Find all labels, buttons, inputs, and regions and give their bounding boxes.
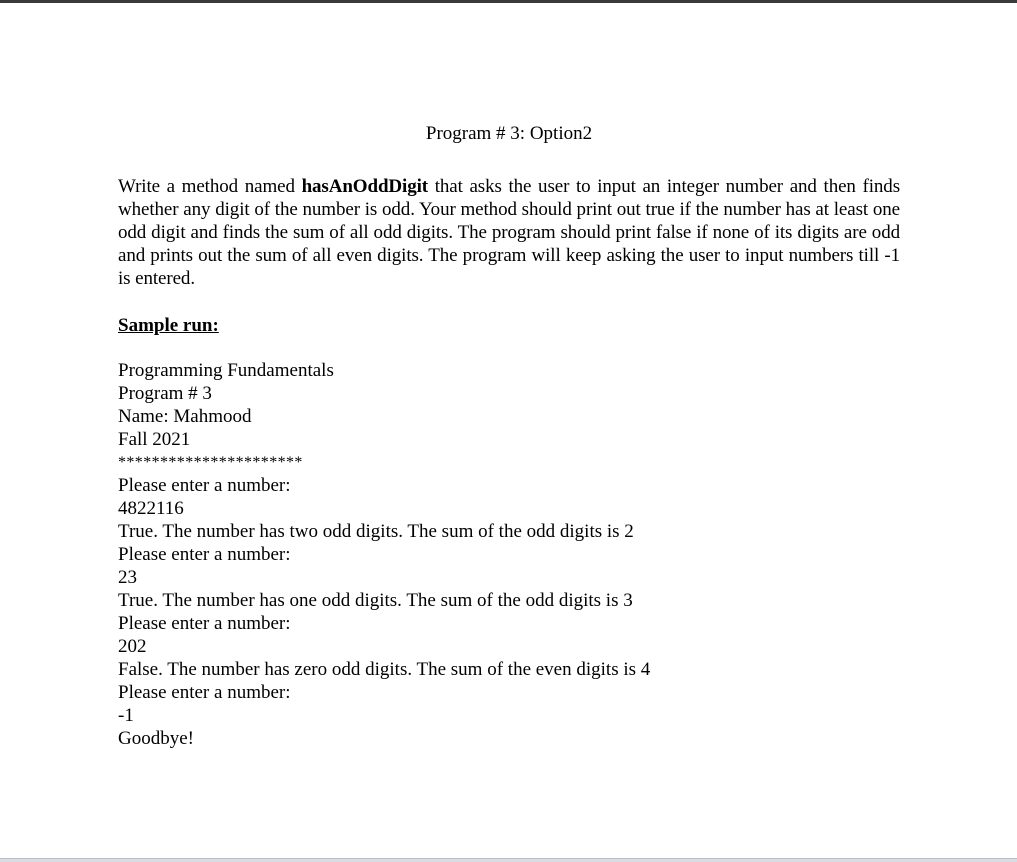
- output-line: Fall 2021: [118, 429, 191, 450]
- description-prefix: Write a method named: [118, 176, 302, 197]
- output-line: Name: Mahmood: [118, 406, 252, 427]
- output-line: Please enter a number:: [118, 682, 291, 703]
- output-separator: **********************: [118, 454, 303, 471]
- output-line: False. The number has zero odd digits. The sum of the even digits is 4: [118, 659, 651, 680]
- output-line: Please enter a number:: [118, 613, 291, 634]
- output-line: True. The number has two odd digits. The sum of the odd digits is 2: [118, 521, 634, 542]
- output-line: 23: [118, 567, 137, 588]
- output-line: Please enter a number:: [118, 544, 291, 565]
- output-line: True. The number has one odd digits. The sum of the odd digits is 3: [118, 590, 633, 611]
- output-line: Program # 3: [118, 383, 212, 404]
- output-line: Please enter a number:: [118, 475, 291, 496]
- sample-run-heading: Sample run:: [118, 315, 219, 336]
- output-line: Goodbye!: [118, 728, 194, 749]
- output-line: Programming Fundamentals: [118, 360, 334, 381]
- method-name: hasAnOddDigit: [301, 176, 429, 197]
- page-bottom-edge: [0, 858, 1017, 862]
- output-line: 4822116: [118, 498, 184, 519]
- description-suffix: that asks the user to input an integer number and then finds whether any digit of the number is odd. Your method should print out true if the number has at least one odd digit and finds the sum of all odd digits. The program should print false if none of its digits are odd and prints out the sum of all even digits. The program will keep asking the user to input numbers till -1 is entered.: [118, 176, 900, 289]
- sample-output: [118, 359, 900, 750]
- problem-description: [118, 175, 900, 290]
- window-top-border: [0, 0, 1017, 3]
- output-line: -1: [118, 705, 134, 726]
- output-line: 202: [118, 636, 147, 657]
- document-page: [118, 118, 900, 750]
- document-title: Program # 3: Option2: [425, 123, 593, 144]
